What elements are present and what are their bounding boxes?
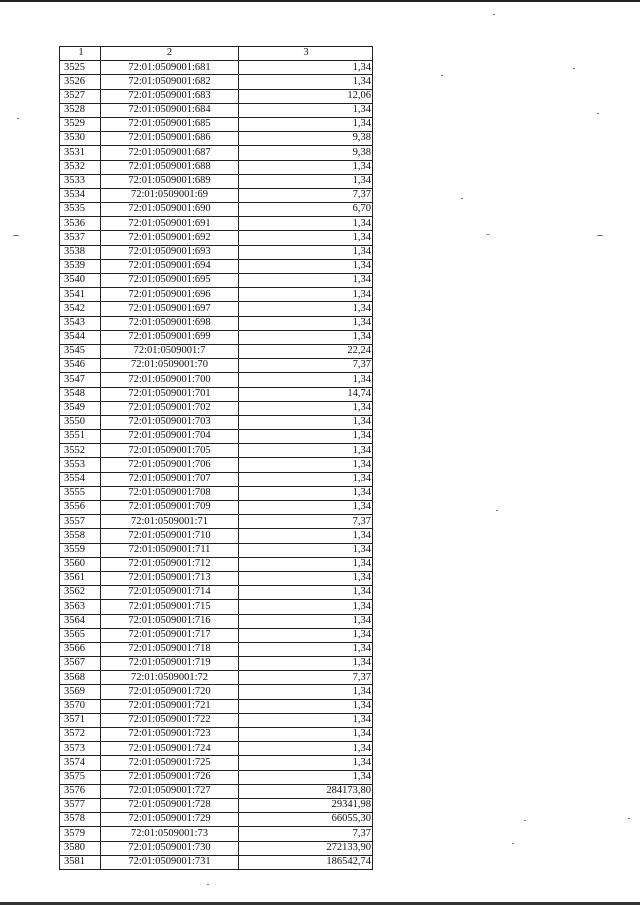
table-row (60, 103, 373, 117)
cadastral-number-cell: 72:01:0509001:731 (101, 855, 239, 869)
cadastral-number-cell: 72:01:0509001:715 (101, 600, 239, 614)
row-number-cell: 3530 (60, 132, 101, 146)
table-row (60, 373, 373, 387)
table-row (60, 657, 373, 671)
cadastral-number-cell: 72:01:0509001:721 (101, 699, 239, 713)
value-cell: 186542,74 (239, 855, 373, 869)
row-number-cell: 3569 (60, 685, 101, 699)
table-row (60, 685, 373, 699)
row-number-cell: 3563 (60, 600, 101, 614)
table-row (60, 742, 373, 756)
cadastral-number-cell: 72:01:0509001:688 (101, 160, 239, 174)
cadastral-number-cell: 72:01:0509001:712 (101, 557, 239, 571)
row-number-cell: 3542 (60, 302, 101, 316)
table-row (60, 501, 373, 515)
cadastral-number-cell: 72:01:0509001:692 (101, 231, 239, 245)
cadastral-number-cell: 72:01:0509001:73 (101, 827, 239, 841)
row-number-cell: 3533 (60, 174, 101, 188)
cadastral-number-cell: 72:01:0509001:698 (101, 316, 239, 330)
cadastral-number-cell: 72:01:0509001:703 (101, 415, 239, 429)
value-cell: 1,34 (239, 302, 373, 316)
row-number-cell: 3572 (60, 728, 101, 742)
row-number-cell: 3553 (60, 458, 101, 472)
row-number-cell: 3558 (60, 529, 101, 543)
cadastral-number-cell: 72:01:0509001:727 (101, 784, 239, 798)
value-cell: 1,34 (239, 600, 373, 614)
value-cell: 9,38 (239, 146, 373, 160)
row-number-cell: 3576 (60, 784, 101, 798)
value-cell: 6,70 (239, 203, 373, 217)
row-number-cell: 3547 (60, 373, 101, 387)
value-cell: 1,34 (239, 401, 373, 415)
cadastral-number-cell: 72:01:0509001:704 (101, 430, 239, 444)
table-row (60, 217, 373, 231)
value-cell: 12,06 (239, 89, 373, 103)
table-row (60, 330, 373, 344)
table-row (60, 529, 373, 543)
row-number-cell: 3529 (60, 117, 101, 131)
row-number-cell: 3579 (60, 827, 101, 841)
value-cell: 9,38 (239, 132, 373, 146)
table-row (60, 600, 373, 614)
value-cell: 29341,98 (239, 798, 373, 812)
scan-speck (487, 234, 489, 235)
value-cell: 1,34 (239, 657, 373, 671)
value-cell: 22,24 (239, 344, 373, 358)
table-row (60, 784, 373, 798)
cadastral-number-cell: 72:01:0509001:714 (101, 586, 239, 600)
row-number-cell: 3562 (60, 586, 101, 600)
cadastral-number-cell: 72:01:0509001:683 (101, 89, 239, 103)
row-number-cell: 3557 (60, 515, 101, 529)
column-header-3: 3 (239, 47, 373, 61)
table-row (60, 486, 373, 500)
cadastral-number-cell: 72:01:0509001:694 (101, 259, 239, 273)
cadastral-number-cell: 72:01:0509001:685 (101, 117, 239, 131)
value-cell: 1,34 (239, 231, 373, 245)
table-row (60, 302, 373, 316)
column-header-2: 2 (101, 47, 239, 61)
value-cell: 1,34 (239, 557, 373, 571)
scan-speck (17, 118, 19, 119)
row-number-cell: 3532 (60, 160, 101, 174)
cadastral-number-cell: 72:01:0509001:726 (101, 770, 239, 784)
value-cell: 1,34 (239, 288, 373, 302)
cadastral-number-cell: 72:01:0509001:724 (101, 742, 239, 756)
table-row (60, 117, 373, 131)
row-number-cell: 3552 (60, 444, 101, 458)
table-row (60, 146, 373, 160)
value-cell: 1,34 (239, 628, 373, 642)
value-cell: 1,34 (239, 160, 373, 174)
table-row (60, 557, 373, 571)
value-cell: 1,34 (239, 543, 373, 557)
value-cell: 1,34 (239, 486, 373, 500)
table-row (60, 472, 373, 486)
value-cell: 1,34 (239, 699, 373, 713)
row-number-cell: 3554 (60, 472, 101, 486)
row-number-cell: 3525 (60, 61, 101, 75)
row-number-cell: 3578 (60, 813, 101, 827)
value-cell: 272133,90 (239, 841, 373, 855)
table-row (60, 728, 373, 742)
cadastral-number-cell: 72:01:0509001:681 (101, 61, 239, 75)
value-cell: 1,34 (239, 415, 373, 429)
table-row (60, 231, 373, 245)
scan-speck (461, 198, 463, 199)
table-row (60, 458, 373, 472)
table-row (60, 827, 373, 841)
cadastral-number-cell: 72:01:0509001:693 (101, 245, 239, 259)
cadastral-number-cell: 72:01:0509001:689 (101, 174, 239, 188)
value-cell: 1,34 (239, 458, 373, 472)
table-body (60, 61, 373, 870)
row-number-cell: 3537 (60, 231, 101, 245)
table-row (60, 160, 373, 174)
value-cell: 1,34 (239, 571, 373, 585)
row-number-cell: 3526 (60, 75, 101, 89)
table-row (60, 359, 373, 373)
value-cell: 1,34 (239, 430, 373, 444)
value-cell: 1,34 (239, 472, 373, 486)
table-row (60, 628, 373, 642)
row-number-cell: 3534 (60, 188, 101, 202)
row-number-cell: 3541 (60, 288, 101, 302)
value-cell: 7,37 (239, 827, 373, 841)
table-row (60, 770, 373, 784)
scan-speck (597, 113, 599, 114)
cadastral-number-cell: 72:01:0509001:708 (101, 486, 239, 500)
row-number-cell: 3548 (60, 387, 101, 401)
scan-speck (512, 843, 514, 844)
cadastral-number-cell: 72:01:0509001:713 (101, 571, 239, 585)
row-number-cell: 3566 (60, 642, 101, 656)
row-number-cell: 3570 (60, 699, 101, 713)
value-cell: 1,34 (239, 330, 373, 344)
cadastral-number-cell: 72:01:0509001:728 (101, 798, 239, 812)
cadastral-number-cell: 72:01:0509001:690 (101, 203, 239, 217)
row-number-cell: 3551 (60, 430, 101, 444)
table-row (60, 571, 373, 585)
table-row (60, 855, 373, 869)
value-cell: 1,34 (239, 529, 373, 543)
row-number-cell: 3550 (60, 415, 101, 429)
row-number-cell: 3544 (60, 330, 101, 344)
value-cell: 1,34 (239, 770, 373, 784)
row-number-cell: 3574 (60, 756, 101, 770)
row-number-cell: 3568 (60, 671, 101, 685)
table-row (60, 813, 373, 827)
table-row (60, 387, 373, 401)
table-row (60, 259, 373, 273)
row-number-cell: 3543 (60, 316, 101, 330)
table-row (60, 61, 373, 75)
cadastral-number-cell: 72:01:0509001:720 (101, 685, 239, 699)
cadastral-number-cell: 72:01:0509001:687 (101, 146, 239, 160)
row-number-cell: 3545 (60, 344, 101, 358)
cadastral-number-cell: 72:01:0509001:705 (101, 444, 239, 458)
table-row (60, 543, 373, 557)
table-row (60, 430, 373, 444)
cadastral-number-cell: 72:01:0509001:700 (101, 373, 239, 387)
cadastral-number-cell: 72:01:0509001:7 (101, 344, 239, 358)
row-number-cell: 3538 (60, 245, 101, 259)
top-border-line (0, 0, 640, 2)
scan-speck (628, 818, 630, 819)
table-header-row (60, 47, 373, 61)
cadastral-number-cell: 72:01:0509001:701 (101, 387, 239, 401)
value-cell: 1,34 (239, 373, 373, 387)
cadastral-number-cell: 72:01:0509001:696 (101, 288, 239, 302)
scan-speck (207, 884, 209, 885)
table-row (60, 245, 373, 259)
value-cell: 14,74 (239, 387, 373, 401)
cadastral-number-cell: 72:01:0509001:707 (101, 472, 239, 486)
cadastral-number-cell: 72:01:0509001:686 (101, 132, 239, 146)
cadastral-number-cell: 72:01:0509001:722 (101, 713, 239, 727)
table-row (60, 132, 373, 146)
value-cell: 1,34 (239, 642, 373, 656)
table-row (60, 798, 373, 812)
value-cell: 1,34 (239, 174, 373, 188)
scan-speck (573, 68, 575, 69)
row-number-cell: 3531 (60, 146, 101, 160)
value-cell: 1,34 (239, 614, 373, 628)
table-row (60, 203, 373, 217)
table-row (60, 316, 373, 330)
value-cell: 1,34 (239, 274, 373, 288)
table-row (60, 671, 373, 685)
cadastral-number-cell: 72:01:0509001:709 (101, 501, 239, 515)
cadastral-number-cell: 72:01:0509001:69 (101, 188, 239, 202)
scan-speck (441, 75, 443, 76)
cadastral-number-cell: 72:01:0509001:730 (101, 841, 239, 855)
value-cell: 1,34 (239, 742, 373, 756)
table-row (60, 444, 373, 458)
row-number-cell: 3540 (60, 274, 101, 288)
table-row (60, 699, 373, 713)
value-cell: 1,34 (239, 728, 373, 742)
row-number-cell: 3567 (60, 657, 101, 671)
cadastral-number-cell: 72:01:0509001:710 (101, 529, 239, 543)
value-cell: 1,34 (239, 685, 373, 699)
table-row (60, 756, 373, 770)
value-cell: 1,34 (239, 713, 373, 727)
cadastral-number-cell: 72:01:0509001:697 (101, 302, 239, 316)
row-number-cell: 3559 (60, 543, 101, 557)
cadastral-number-cell: 72:01:0509001:716 (101, 614, 239, 628)
table-row (60, 415, 373, 429)
row-number-cell: 3560 (60, 557, 101, 571)
cadastral-number-cell: 72:01:0509001:711 (101, 543, 239, 557)
cadastral-number-cell: 72:01:0509001:725 (101, 756, 239, 770)
value-cell: 1,34 (239, 756, 373, 770)
table-row (60, 401, 373, 415)
cadastral-number-cell: 72:01:0509001:729 (101, 813, 239, 827)
row-number-cell: 3539 (60, 259, 101, 273)
scan-speck (13, 235, 19, 236)
row-number-cell: 3561 (60, 571, 101, 585)
row-number-cell: 3556 (60, 501, 101, 515)
value-cell: 1,34 (239, 217, 373, 231)
value-cell: 7,37 (239, 515, 373, 529)
row-number-cell: 3575 (60, 770, 101, 784)
row-number-cell: 3580 (60, 841, 101, 855)
cadastral-number-cell: 72:01:0509001:691 (101, 217, 239, 231)
value-cell: 7,37 (239, 188, 373, 202)
value-cell: 66055,30 (239, 813, 373, 827)
value-cell: 1,34 (239, 586, 373, 600)
table-row (60, 642, 373, 656)
scan-speck (524, 820, 526, 821)
table-row (60, 614, 373, 628)
row-number-cell: 3564 (60, 614, 101, 628)
table-row (60, 274, 373, 288)
cadastral-number-cell: 72:01:0509001:723 (101, 728, 239, 742)
table-row (60, 174, 373, 188)
row-number-cell: 3528 (60, 103, 101, 117)
scan-speck (493, 14, 495, 15)
table-row (60, 841, 373, 855)
row-number-cell: 3565 (60, 628, 101, 642)
value-cell: 1,34 (239, 103, 373, 117)
value-cell: 1,34 (239, 316, 373, 330)
cadastral-table (59, 46, 373, 870)
scan-speck (496, 510, 498, 511)
cadastral-number-cell: 72:01:0509001:682 (101, 75, 239, 89)
table-row (60, 288, 373, 302)
column-header-1: 1 (60, 47, 101, 61)
row-number-cell: 3546 (60, 359, 101, 373)
cadastral-number-cell: 72:01:0509001:717 (101, 628, 239, 642)
row-number-cell: 3571 (60, 713, 101, 727)
cadastral-number-cell: 72:01:0509001:706 (101, 458, 239, 472)
row-number-cell: 3549 (60, 401, 101, 415)
value-cell: 1,34 (239, 245, 373, 259)
scan-speck (597, 235, 603, 236)
table-row (60, 713, 373, 727)
table-row (60, 515, 373, 529)
cadastral-number-cell: 72:01:0509001:695 (101, 274, 239, 288)
table-row (60, 344, 373, 358)
value-cell: 1,34 (239, 501, 373, 515)
cadastral-number-cell: 72:01:0509001:684 (101, 103, 239, 117)
table-row (60, 75, 373, 89)
value-cell: 1,34 (239, 75, 373, 89)
row-number-cell: 3527 (60, 89, 101, 103)
value-cell: 1,34 (239, 61, 373, 75)
cadastral-number-cell: 72:01:0509001:719 (101, 657, 239, 671)
row-number-cell: 3536 (60, 217, 101, 231)
table-row (60, 586, 373, 600)
row-number-cell: 3555 (60, 486, 101, 500)
cadastral-number-cell: 72:01:0509001:718 (101, 642, 239, 656)
cadastral-number-cell: 72:01:0509001:70 (101, 359, 239, 373)
table-row (60, 188, 373, 202)
value-cell: 284173,80 (239, 784, 373, 798)
table-row (60, 89, 373, 103)
row-number-cell: 3573 (60, 742, 101, 756)
value-cell: 7,37 (239, 359, 373, 373)
row-number-cell: 3535 (60, 203, 101, 217)
cadastral-number-cell: 72:01:0509001:699 (101, 330, 239, 344)
cadastral-number-cell: 72:01:0509001:71 (101, 515, 239, 529)
row-number-cell: 3581 (60, 855, 101, 869)
value-cell: 1,34 (239, 259, 373, 273)
value-cell: 7,37 (239, 671, 373, 685)
value-cell: 1,34 (239, 444, 373, 458)
row-number-cell: 3577 (60, 798, 101, 812)
value-cell: 1,34 (239, 117, 373, 131)
cadastral-number-cell: 72:01:0509001:702 (101, 401, 239, 415)
cadastral-number-cell: 72:01:0509001:72 (101, 671, 239, 685)
